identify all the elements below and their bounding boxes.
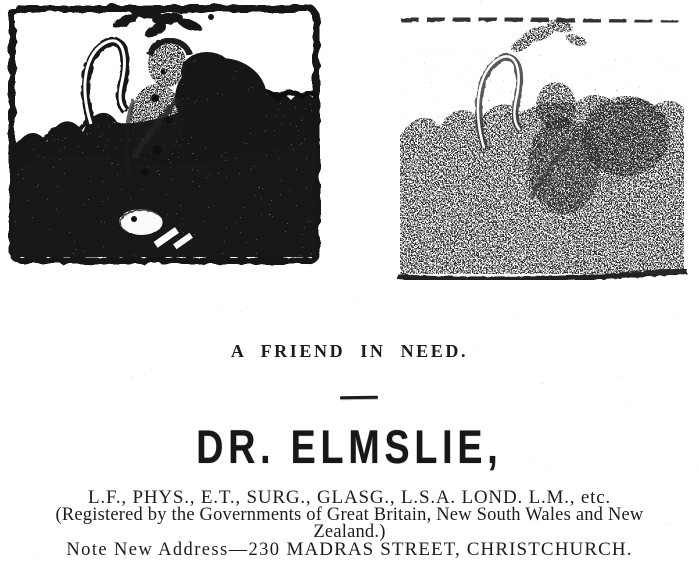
engraving-right [388,8,692,288]
address-prefix: Note New Address—230 [66,540,287,560]
bird-eye [131,216,137,222]
bush-dark-top [181,52,233,92]
doctor-name-text: DR. ELMSLIE, [196,420,503,473]
address-line [0,539,699,561]
engraving-left [5,2,321,266]
fade-speckle [402,48,684,270]
registration-line-1: (Registered by the Governments of Great Britain, New South Wales and New [55,505,644,525]
doctor-name-headline [0,420,699,473]
caption: A FRIEND IN NEED. [230,341,469,361]
divider-rule [340,396,378,399]
registration-line-2: Zealand.) [313,522,386,542]
engraving-right-art [388,8,692,288]
registration-note [0,507,699,541]
engraving-left-art [5,2,321,266]
credentials-line: L.F., PHYS., E.T., SURG., GLASG., L.S.A. LOND. L.M., etc. [88,487,611,508]
address-street: MADRAS STREET, CHRISTCHURCH. [286,539,633,560]
